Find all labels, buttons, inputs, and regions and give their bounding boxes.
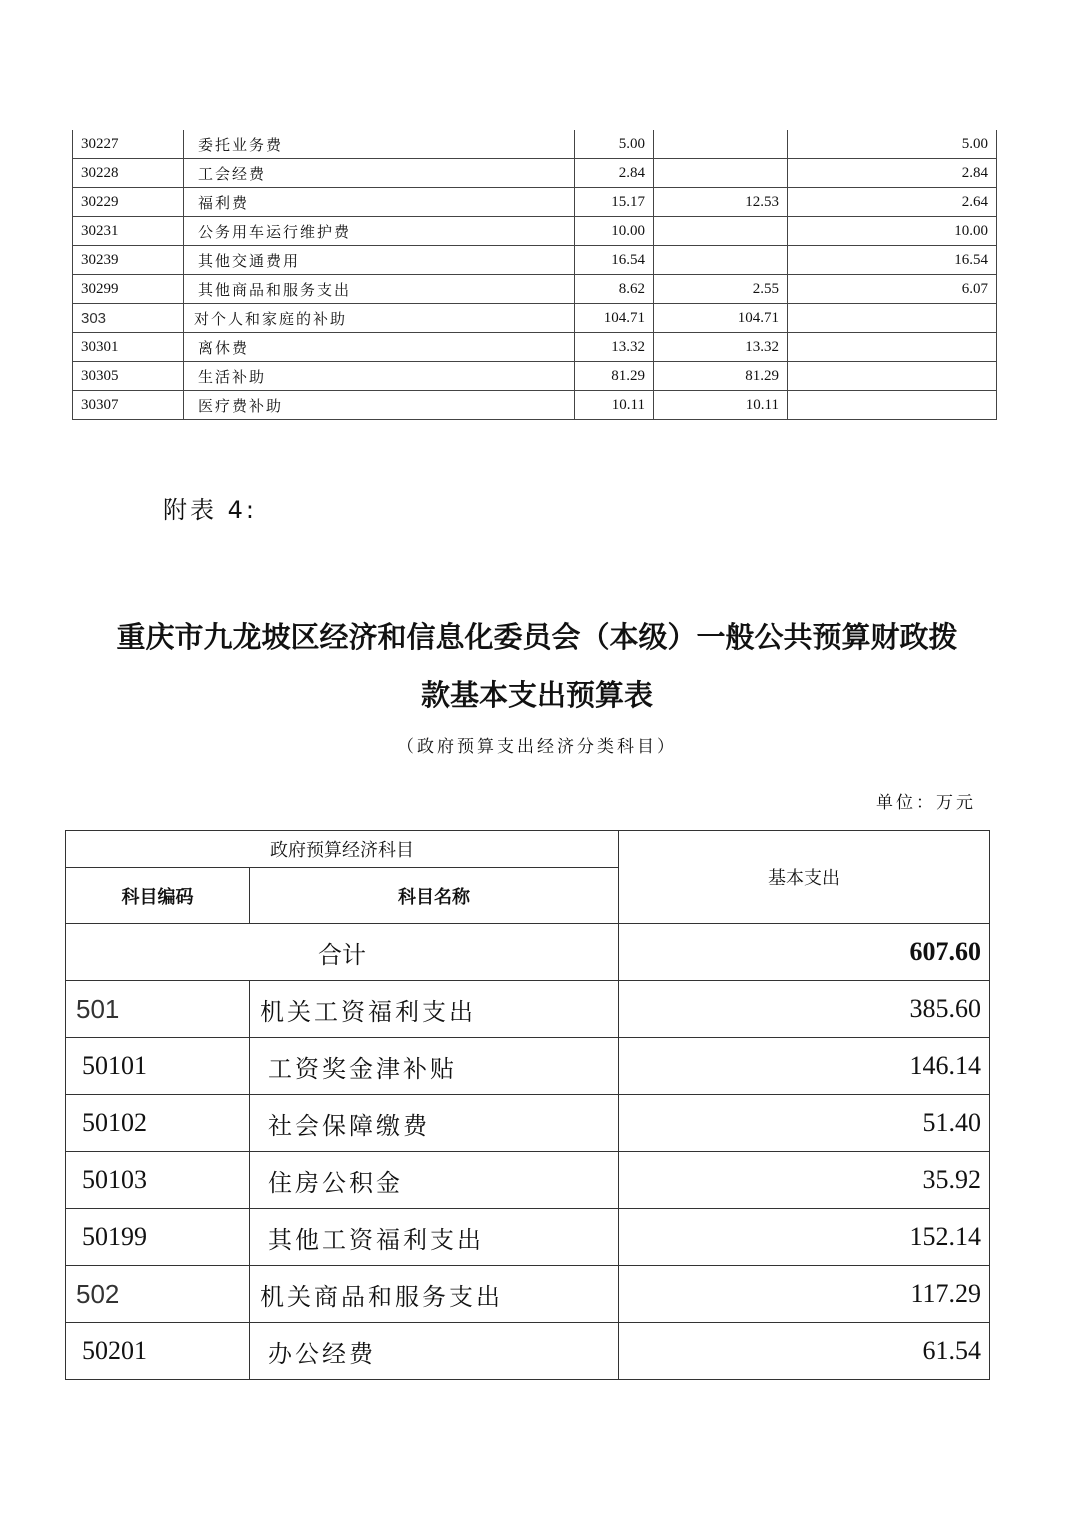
table-row: [66, 1209, 990, 1266]
row-name: 社会保障缴费: [250, 1095, 619, 1152]
row-public: 5.00: [788, 130, 997, 159]
row-amount: 117.29: [619, 1266, 990, 1323]
row-code: 502: [66, 1266, 250, 1323]
row-code: 50102: [66, 1095, 250, 1152]
row-public: 2.64: [788, 188, 997, 217]
row-name: 福利费: [184, 188, 575, 217]
row-code: 30227: [73, 130, 184, 159]
page-subtitle: （政府预算支出经济分类科目）: [397, 737, 677, 757]
table-row: [73, 333, 997, 362]
row-name: 医疗费补助: [184, 391, 575, 420]
header-name: 科目名称: [250, 868, 619, 924]
row-public: 2.84: [788, 159, 997, 188]
row-personnel: 12.53: [654, 188, 788, 217]
row-code: 501: [66, 981, 250, 1038]
row-total: 16.54: [575, 246, 654, 275]
row-total: 2.84: [575, 159, 654, 188]
row-amount: 51.40: [619, 1095, 990, 1152]
row-name: 对个人和家庭的补助: [184, 304, 575, 333]
table-row: [73, 159, 997, 188]
row-name: 机关商品和服务支出: [250, 1266, 619, 1323]
row-code: 30231: [73, 217, 184, 246]
row-personnel: 81.29: [654, 362, 788, 391]
table-row: [73, 275, 997, 304]
row-code: 30299: [73, 275, 184, 304]
top-continuation-table: [72, 130, 997, 420]
row-code: 50199: [66, 1209, 250, 1266]
row-total: 10.11: [575, 391, 654, 420]
table-row: [73, 362, 997, 391]
row-code: 30229: [73, 188, 184, 217]
header-row-group: [66, 831, 990, 868]
header-group: 政府预算经济科目: [66, 831, 619, 868]
table-row: [73, 304, 997, 333]
page-title: [60, 608, 1014, 724]
row-code: 303: [73, 304, 184, 333]
row-personnel: [654, 159, 788, 188]
row-code: 50103: [66, 1152, 250, 1209]
unit-label: 单位：万元: [876, 793, 976, 813]
total-value: 607.60: [619, 924, 990, 981]
row-public: 6.07: [788, 275, 997, 304]
row-code: 50101: [66, 1038, 250, 1095]
row-name: 委托业务费: [184, 130, 575, 159]
row-code: 30301: [73, 333, 184, 362]
row-public: 16.54: [788, 246, 997, 275]
table-row: [73, 391, 997, 420]
row-name: 其他商品和服务支出: [184, 275, 575, 304]
row-code: 50201: [66, 1323, 250, 1380]
row-amount: 152.14: [619, 1209, 990, 1266]
row-amount: 61.54: [619, 1323, 990, 1380]
table-row: [73, 130, 997, 159]
row-name: 其他交通费用: [184, 246, 575, 275]
row-code: 30307: [73, 391, 184, 420]
row-personnel: 13.32: [654, 333, 788, 362]
table-row: [66, 1266, 990, 1323]
row-code: 30239: [73, 246, 184, 275]
row-name: 工资奖金津补贴: [250, 1038, 619, 1095]
row-public: [788, 304, 997, 333]
row-total: 81.29: [575, 362, 654, 391]
table-row: [73, 246, 997, 275]
table-row: [66, 1152, 990, 1209]
row-code: 30305: [73, 362, 184, 391]
row-public: 10.00: [788, 217, 997, 246]
row-name: 工会经费: [184, 159, 575, 188]
row-amount: 385.60: [619, 981, 990, 1038]
table-row: [66, 1038, 990, 1095]
row-personnel: [654, 246, 788, 275]
row-total: 5.00: [575, 130, 654, 159]
row-total: 13.32: [575, 333, 654, 362]
row-total: 104.71: [575, 304, 654, 333]
total-label: 合计: [66, 924, 619, 981]
row-amount: 35.92: [619, 1152, 990, 1209]
row-personnel: 2.55: [654, 275, 788, 304]
table-row: [66, 981, 990, 1038]
row-name: 机关工资福利支出: [250, 981, 619, 1038]
appendix-label: 附表 4:: [163, 496, 257, 524]
header-code: 科目编码: [66, 868, 250, 924]
row-code: 30228: [73, 159, 184, 188]
table-row: [66, 1095, 990, 1152]
row-total: 10.00: [575, 217, 654, 246]
table-row: [73, 188, 997, 217]
row-name: 其他工资福利支出: [250, 1209, 619, 1266]
row-total: 15.17: [575, 188, 654, 217]
row-name: 住房公积金: [250, 1152, 619, 1209]
row-total: 8.62: [575, 275, 654, 304]
row-name: 公务用车运行维护费: [184, 217, 575, 246]
budget-table: [65, 830, 990, 1380]
row-public: [788, 362, 997, 391]
total-row: [66, 924, 990, 981]
row-public: [788, 333, 997, 362]
row-name: 办公经费: [250, 1323, 619, 1380]
row-amount: 146.14: [619, 1038, 990, 1095]
table-row: [66, 1323, 990, 1380]
row-personnel: [654, 130, 788, 159]
row-name: 生活补助: [184, 362, 575, 391]
title-line-2: 款基本支出预算表: [420, 678, 653, 712]
row-personnel: [654, 217, 788, 246]
table-row: [73, 217, 997, 246]
row-name: 离休费: [184, 333, 575, 362]
row-personnel: 10.11: [654, 391, 788, 420]
row-personnel: 104.71: [654, 304, 788, 333]
header-amount: 基本支出: [619, 831, 990, 924]
row-public: [788, 391, 997, 420]
title-line-1: 重庆市九龙坡区经济和信息化委员会（本级）一般公共预算财政拨: [116, 620, 958, 654]
